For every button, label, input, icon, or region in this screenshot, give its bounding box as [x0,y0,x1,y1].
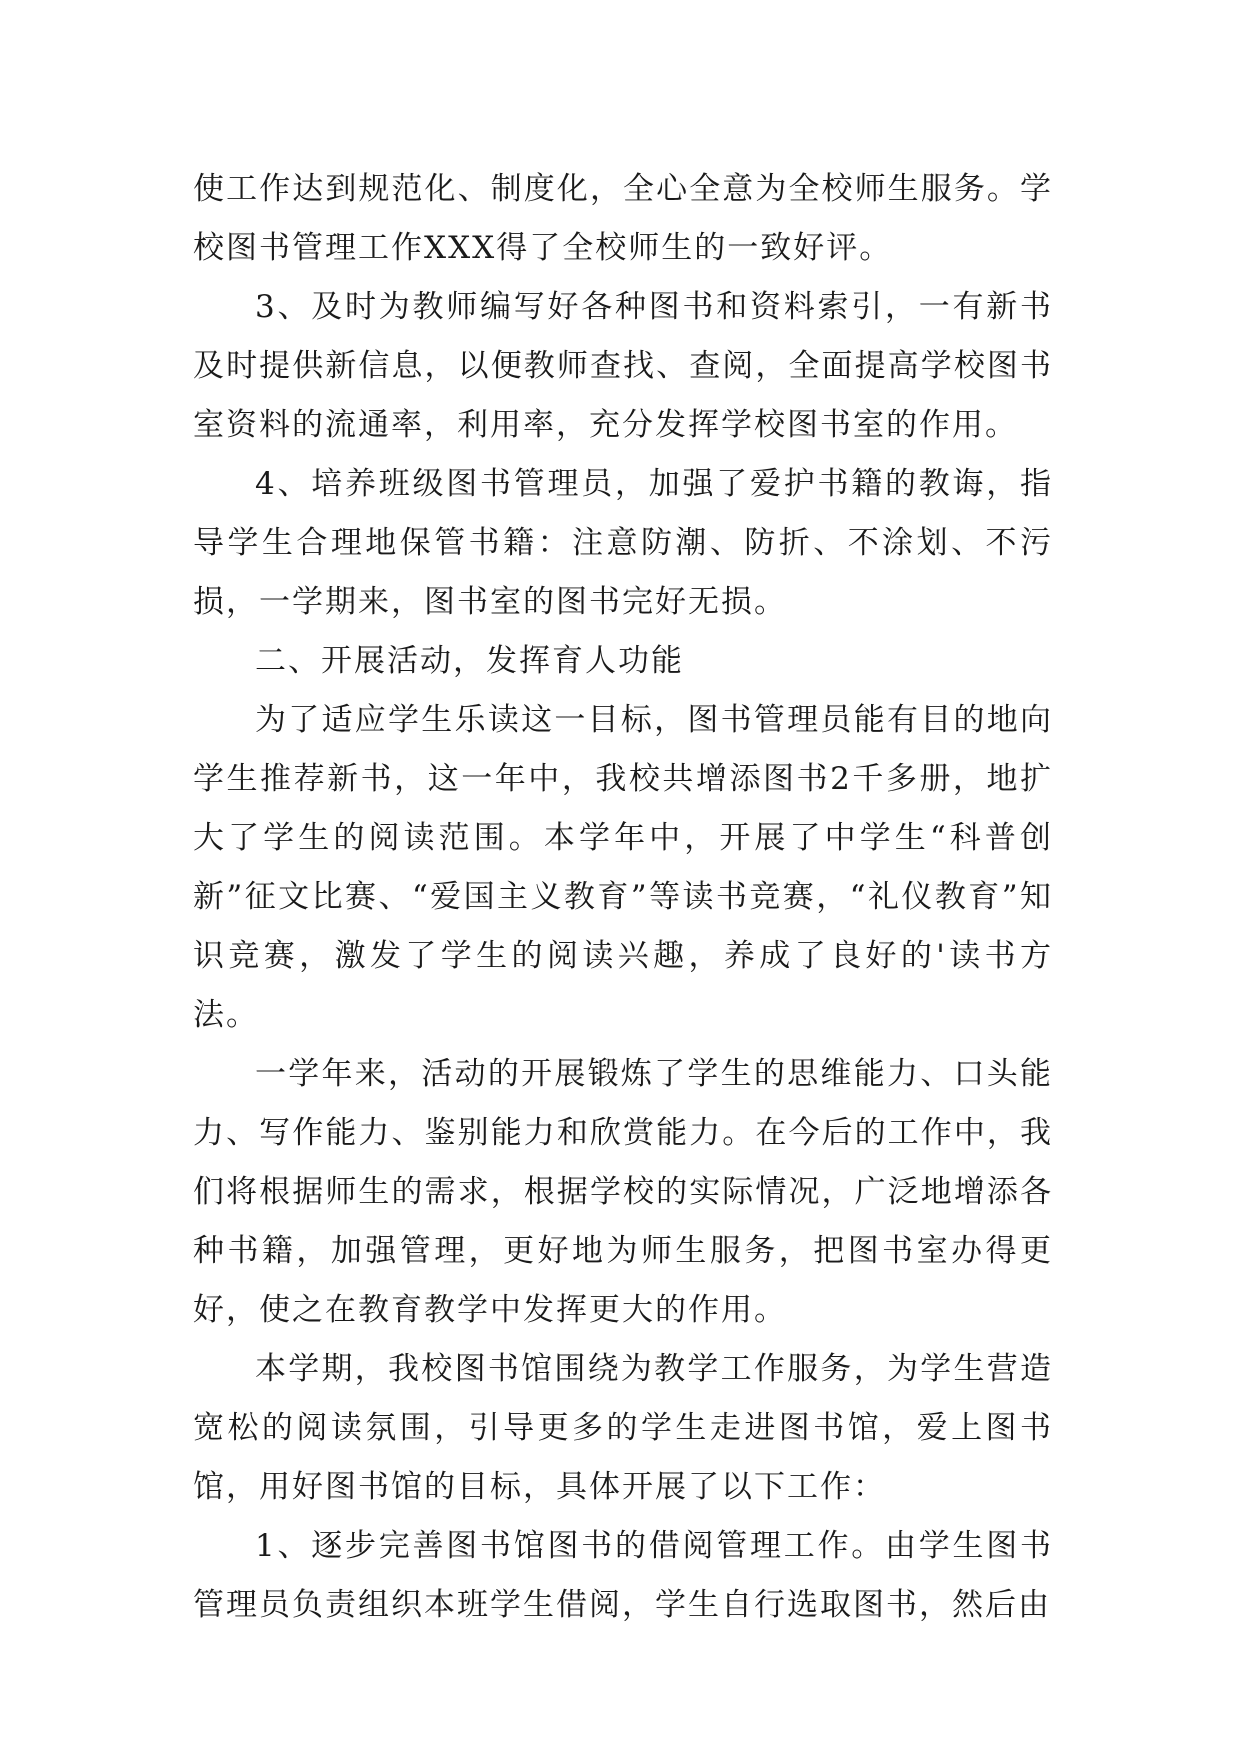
paragraph-5: 一学年来，活动的开展锻炼了学生的思维能力、口头能力、写作能力、鉴别能力和欣赏能力。在今后的工作中，我们将根据师生的需求，根据学校的实际情况，广泛地增添各种书籍，加强管理，更好地为师生服务，把图书室办得更好，使之在教育教学中发挥更大的作用。 [193,1056,1053,1328]
paragraph-3: 4、培养班级图书管理员，加强了爱护书籍的教诲，指导学生合理地保管书籍：注意防潮、防折、不涂划、不污损，一学期来，图书室的图书完好无损。 [193,466,1053,620]
paragraph-2: 3、及时为教师编写好各种图书和资料索引，一有新书及时提供新信息，以便教师查找、查阅，全面提高学校图书室资料的流通率，利用率，充分发挥学校图书室的作用。 [193,289,1053,443]
paragraph-7: 1、逐步完善图书馆图书的借阅管理工作。由学生图书管理员负责组织本班学生借阅，学生自行选取图书，然后由 [193,1528,1053,1623]
document-body [193,160,1053,1635]
section-heading: 二、开展活动，发挥育人功能 [255,643,684,679]
paragraph-4: 为了适应学生乐读这一目标，图书管理员能有目的地向学生推荐新书，这一年中，我校共增添图书2千多册，地扩大了学生的阅读范围。本学年中，开展了中学生“科普创新”征文比赛、“爱国主义教育”等读书竞赛，“礼仪教育”知识竞赛，激发了学生的阅读兴趣，养成了良好的'读书方法。 [193,702,1053,1033]
paragraph-1: 使工作达到规范化、制度化，全心全意为全校师生服务。学校图书管理工作XXX得了全校师生的一致好评。 [193,171,1053,266]
paragraph-6: 本学期，我校图书馆围绕为教学工作服务，为学生营造宽松的阅读氛围，引导更多的学生走进图书馆，爱上图书馆，用好图书馆的目标，具体开展了以下工作： [193,1351,1053,1505]
